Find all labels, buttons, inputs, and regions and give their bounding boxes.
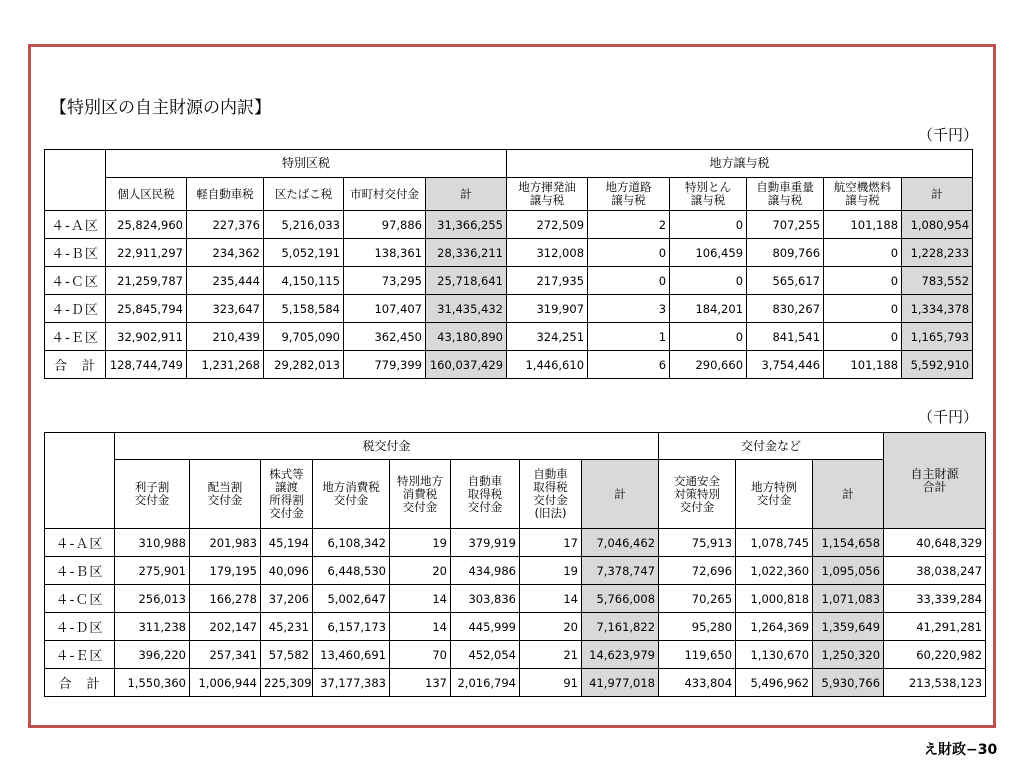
table-cell: 25,718,641 bbox=[426, 267, 507, 295]
column-header: 地方消費税 交付金 bbox=[313, 460, 390, 529]
table-cell: 1,154,658 bbox=[813, 529, 884, 557]
table-cell: 227,376 bbox=[187, 211, 264, 239]
table-cell: 37,177,383 bbox=[313, 669, 390, 697]
table-cell: 0 bbox=[588, 267, 670, 295]
column-header: 自動車 取得税 交付金 (旧法) bbox=[520, 460, 582, 529]
table-cell: 160,037,429 bbox=[426, 351, 507, 379]
table-cell: 33,339,284 bbox=[884, 585, 986, 613]
table-cell: 3,754,446 bbox=[747, 351, 824, 379]
page-footer: え財政−30 bbox=[924, 742, 998, 758]
table-cell: 138,361 bbox=[344, 239, 426, 267]
column-header: 個人区民税 bbox=[106, 178, 187, 211]
table-cell: 91 bbox=[520, 669, 582, 697]
table-cell: 1,000,818 bbox=[736, 585, 813, 613]
table-cell: 40,648,329 bbox=[884, 529, 986, 557]
table-cell: 1,130,670 bbox=[736, 641, 813, 669]
table-cell: 841,541 bbox=[747, 323, 824, 351]
table-cell: 311,238 bbox=[115, 613, 190, 641]
column-header: 自動車 取得税 交付金 bbox=[451, 460, 520, 529]
table-cell: 319,907 bbox=[507, 295, 588, 323]
table-cell: 107,407 bbox=[344, 295, 426, 323]
table-cell: 70,265 bbox=[659, 585, 736, 613]
table-cell: 303,836 bbox=[451, 585, 520, 613]
table-cell: 0 bbox=[670, 267, 747, 295]
table-cell: 1,250,320 bbox=[813, 641, 884, 669]
table-cell: 565,617 bbox=[747, 267, 824, 295]
table-cell: 1,231,268 bbox=[187, 351, 264, 379]
table-cell: 166,278 bbox=[190, 585, 261, 613]
table-cell: 5,216,033 bbox=[264, 211, 344, 239]
unit-label-table1: （千円） bbox=[918, 126, 979, 144]
table-cell: 20 bbox=[520, 613, 582, 641]
group-header-tax-grants: 税交付金 bbox=[115, 433, 659, 460]
table-cell: 5,930,766 bbox=[813, 669, 884, 697]
table-cell: 5,052,191 bbox=[264, 239, 344, 267]
table-cell: 0 bbox=[670, 323, 747, 351]
table-row bbox=[45, 529, 986, 557]
table-cell: 1,359,649 bbox=[813, 613, 884, 641]
row-label: ４-Ｄ区 bbox=[45, 295, 106, 323]
table-cell: 45,231 bbox=[261, 613, 313, 641]
row-label: 合 計 bbox=[45, 669, 115, 697]
table-cell: 101,188 bbox=[824, 211, 902, 239]
table-cell: 1 bbox=[588, 323, 670, 351]
table-cell: 433,804 bbox=[659, 669, 736, 697]
table-cell: 5,496,962 bbox=[736, 669, 813, 697]
table-row bbox=[45, 239, 973, 267]
table-cell: 179,195 bbox=[190, 557, 261, 585]
table-cell: 434,986 bbox=[451, 557, 520, 585]
table-cell: 1,165,793 bbox=[902, 323, 973, 351]
table-cell: 396,220 bbox=[115, 641, 190, 669]
table-row bbox=[45, 613, 986, 641]
table-cell: 779,399 bbox=[344, 351, 426, 379]
table-cell: 28,336,211 bbox=[426, 239, 507, 267]
table-cell: 14 bbox=[390, 613, 451, 641]
column-header: 計 bbox=[902, 178, 973, 211]
table-cell: 1,446,610 bbox=[507, 351, 588, 379]
row-label: ４-Ｃ区 bbox=[45, 267, 106, 295]
table-cell: 217,935 bbox=[507, 267, 588, 295]
table-row bbox=[45, 295, 973, 323]
table-cell: 101,188 bbox=[824, 351, 902, 379]
table-cell: 43,180,890 bbox=[426, 323, 507, 351]
table-cell: 22,911,297 bbox=[106, 239, 187, 267]
table-cell: 312,008 bbox=[507, 239, 588, 267]
table-cell: 97,886 bbox=[344, 211, 426, 239]
table-cell: 0 bbox=[670, 211, 747, 239]
column-header: 特別とん 譲与税 bbox=[670, 178, 747, 211]
table-cell: 106,459 bbox=[670, 239, 747, 267]
row-label: ４-Ｃ区 bbox=[45, 585, 115, 613]
table-cell: 1,334,378 bbox=[902, 295, 973, 323]
table-row bbox=[45, 557, 986, 585]
table-cell: 31,435,432 bbox=[426, 295, 507, 323]
table-cell: 19 bbox=[390, 529, 451, 557]
table-row bbox=[45, 585, 986, 613]
table-cell: 6,157,173 bbox=[313, 613, 390, 641]
column-header: 利子割 交付金 bbox=[115, 460, 190, 529]
own-revenue-total-header bbox=[884, 433, 986, 529]
table-cell: 20 bbox=[390, 557, 451, 585]
group-header-special-ward-tax: 特別区税 bbox=[106, 150, 507, 178]
row-label: 合 計 bbox=[45, 351, 106, 379]
table-cell: 272,509 bbox=[507, 211, 588, 239]
table-cell: 324,251 bbox=[507, 323, 588, 351]
table-cell: 6 bbox=[588, 351, 670, 379]
page-title: 【特別区の自主財源の内訳】 bbox=[50, 98, 271, 118]
table-row bbox=[45, 669, 986, 697]
table-cell: 290,660 bbox=[670, 351, 747, 379]
table-cell: 60,220,982 bbox=[884, 641, 986, 669]
table-cell: 2,016,794 bbox=[451, 669, 520, 697]
own-revenue-table-1 bbox=[44, 149, 973, 379]
table-cell: 5,002,647 bbox=[313, 585, 390, 613]
table-cell: 38,038,247 bbox=[884, 557, 986, 585]
table-cell: 707,255 bbox=[747, 211, 824, 239]
table-row bbox=[45, 211, 973, 239]
table-cell: 5,158,584 bbox=[264, 295, 344, 323]
table-cell: 1,080,954 bbox=[902, 211, 973, 239]
table-row bbox=[45, 641, 986, 669]
table-cell: 29,282,013 bbox=[264, 351, 344, 379]
table-cell: 31,366,255 bbox=[426, 211, 507, 239]
row-label: ４-Ａ区 bbox=[45, 211, 106, 239]
table-cell: 128,744,749 bbox=[106, 351, 187, 379]
table-cell: 213,538,123 bbox=[884, 669, 986, 697]
row-label: ４-Ａ区 bbox=[45, 529, 115, 557]
table-cell: 830,267 bbox=[747, 295, 824, 323]
column-header: 計 bbox=[813, 460, 884, 529]
table-cell: 210,439 bbox=[187, 323, 264, 351]
table-cell: 4,150,115 bbox=[264, 267, 344, 295]
row-label: ４-Ｄ区 bbox=[45, 613, 115, 641]
table-cell: 14 bbox=[390, 585, 451, 613]
table-cell: 14 bbox=[520, 585, 582, 613]
row-label: ４-Ｂ区 bbox=[45, 239, 106, 267]
table-cell: 95,280 bbox=[659, 613, 736, 641]
table-cell: 57,582 bbox=[261, 641, 313, 669]
table-cell: 45,194 bbox=[261, 529, 313, 557]
table-cell: 75,913 bbox=[659, 529, 736, 557]
table-cell: 3 bbox=[588, 295, 670, 323]
table-cell: 72,696 bbox=[659, 557, 736, 585]
column-header: 配当割 交付金 bbox=[190, 460, 261, 529]
table-cell: 809,766 bbox=[747, 239, 824, 267]
table-cell: 7,378,747 bbox=[582, 557, 659, 585]
column-header: 地方道路 譲与税 bbox=[588, 178, 670, 211]
table-cell: 17 bbox=[520, 529, 582, 557]
own-revenue-table-2 bbox=[44, 432, 986, 697]
row-label: ４-Ｅ区 bbox=[45, 641, 115, 669]
table-row bbox=[45, 323, 973, 351]
column-header: 株式等 譲渡 所得割 交付金 bbox=[261, 460, 313, 529]
table-cell: 41,977,018 bbox=[582, 669, 659, 697]
table-cell: 5,592,910 bbox=[902, 351, 973, 379]
table-cell: 70 bbox=[390, 641, 451, 669]
table-cell: 40,096 bbox=[261, 557, 313, 585]
table-cell: 201,983 bbox=[190, 529, 261, 557]
table-cell: 323,647 bbox=[187, 295, 264, 323]
row-label: ４-Ｂ区 bbox=[45, 557, 115, 585]
table-cell: 235,444 bbox=[187, 267, 264, 295]
table-cell: 21 bbox=[520, 641, 582, 669]
table-cell: 7,161,822 bbox=[582, 613, 659, 641]
table-cell: 1,006,944 bbox=[190, 669, 261, 697]
table-cell: 379,919 bbox=[451, 529, 520, 557]
table-cell: 9,705,090 bbox=[264, 323, 344, 351]
column-header: 交通安全 対策特別 交付金 bbox=[659, 460, 736, 529]
column-header: 地方特例 交付金 bbox=[736, 460, 813, 529]
table-cell: 37,206 bbox=[261, 585, 313, 613]
table-cell: 362,450 bbox=[344, 323, 426, 351]
group-header-local-transfer-tax: 地方譲与税 bbox=[507, 150, 973, 178]
row-label: ４-Ｅ区 bbox=[45, 323, 106, 351]
own-revenue-total-label: 自主財源 合計 bbox=[910, 466, 959, 494]
table-cell: 257,341 bbox=[190, 641, 261, 669]
table-cell: 5,766,008 bbox=[582, 585, 659, 613]
table-cell: 202,147 bbox=[190, 613, 261, 641]
table-cell: 256,013 bbox=[115, 585, 190, 613]
table-cell: 452,054 bbox=[451, 641, 520, 669]
column-header: 市町村交付金 bbox=[344, 178, 426, 211]
table-cell: 1,095,056 bbox=[813, 557, 884, 585]
table-cell: 310,988 bbox=[115, 529, 190, 557]
table-cell: 1,078,745 bbox=[736, 529, 813, 557]
table-row bbox=[45, 267, 973, 295]
column-header: 特別地方 消費税 交付金 bbox=[390, 460, 451, 529]
table-cell: 7,046,462 bbox=[582, 529, 659, 557]
column-header: 地方揮発油 譲与税 bbox=[507, 178, 588, 211]
table-cell: 1,550,360 bbox=[115, 669, 190, 697]
table-cell: 275,901 bbox=[115, 557, 190, 585]
table-cell: 21,259,787 bbox=[106, 267, 187, 295]
table-cell: 0 bbox=[824, 323, 902, 351]
table-cell: 234,362 bbox=[187, 239, 264, 267]
group-header-grants-etc: 交付金など bbox=[659, 433, 884, 460]
table-cell: 25,824,960 bbox=[106, 211, 187, 239]
column-header: 計 bbox=[426, 178, 507, 211]
table-cell: 1,228,233 bbox=[902, 239, 973, 267]
table-cell: 41,291,281 bbox=[884, 613, 986, 641]
table-cell: 14,623,979 bbox=[582, 641, 659, 669]
unit-label-table2: （千円） bbox=[918, 408, 979, 426]
table-row bbox=[45, 351, 973, 379]
table-cell: 32,902,911 bbox=[106, 323, 187, 351]
table-cell: 0 bbox=[824, 295, 902, 323]
corner-cell bbox=[45, 433, 115, 529]
table-cell: 0 bbox=[588, 239, 670, 267]
column-header: 計 bbox=[582, 460, 659, 529]
table-cell: 73,295 bbox=[344, 267, 426, 295]
column-header: 航空機燃料 譲与税 bbox=[824, 178, 902, 211]
table-cell: 2 bbox=[588, 211, 670, 239]
table-cell: 6,108,342 bbox=[313, 529, 390, 557]
table-cell: 783,552 bbox=[902, 267, 973, 295]
table-cell: 0 bbox=[824, 267, 902, 295]
corner-cell bbox=[45, 150, 106, 211]
table-cell: 13,460,691 bbox=[313, 641, 390, 669]
column-header: 自動車重量 譲与税 bbox=[747, 178, 824, 211]
table-cell: 1,022,360 bbox=[736, 557, 813, 585]
table-cell: 445,999 bbox=[451, 613, 520, 641]
table-cell: 225,309 bbox=[261, 669, 313, 697]
table-cell: 1,071,083 bbox=[813, 585, 884, 613]
column-header: 区たばこ税 bbox=[264, 178, 344, 211]
table-cell: 184,201 bbox=[670, 295, 747, 323]
table-cell: 119,650 bbox=[659, 641, 736, 669]
table-cell: 0 bbox=[824, 239, 902, 267]
table-cell: 1,264,369 bbox=[736, 613, 813, 641]
column-header: 軽自動車税 bbox=[187, 178, 264, 211]
table-cell: 25,845,794 bbox=[106, 295, 187, 323]
table-cell: 19 bbox=[520, 557, 582, 585]
table-cell: 6,448,530 bbox=[313, 557, 390, 585]
table-cell: 137 bbox=[390, 669, 451, 697]
